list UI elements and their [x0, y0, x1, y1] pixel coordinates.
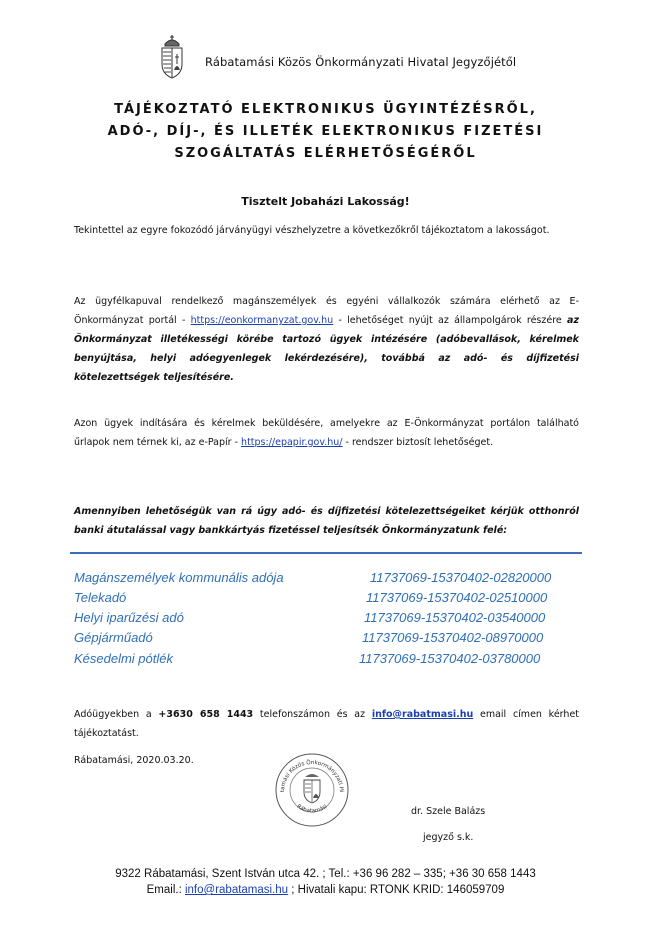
- eonkormanyzat-link[interactable]: https://eonkormanyzat.gov.hu: [190, 315, 334, 326]
- epapir-link[interactable]: https://epapir.gov.hu/: [241, 437, 343, 448]
- contact-email-link[interactable]: info@rabatmasi.hu: [371, 709, 474, 720]
- account-name-4: Gépjárműadó: [74, 630, 153, 645]
- contact-text-3: email címen kérhet tájékoztatást.: [74, 709, 580, 739]
- footer-email-link[interactable]: info@rabatamasi.hu: [184, 884, 289, 896]
- intro-paragraph: Tekintettel az egyre fokozódó járványügyi vészhelyzetre a következőkről tájékoztatom a lakosságot.: [74, 225, 550, 236]
- stamp-bottom-text: Rábatamási: [295, 803, 329, 815]
- stamp-crest-icon: [304, 774, 320, 803]
- payment-request: Amennyiben lehetőségük van rá úgy adó- és díjfizetési kötelezettségeiket kérjük otthonról banki átutalással vagy bankkártyás fizetéssel teljesítsék Önkormányzatunk felé:: [74, 506, 579, 536]
- office-name: Rábatamási Közös Önkormányzati Hivatal Jegyzőjétől: [205, 55, 517, 69]
- account-name-1: Magánszemélyek kommunális adója: [74, 570, 284, 585]
- footer-gateway: ; Hivatali kapu: RTONK KRID: 146059709: [288, 884, 505, 896]
- date: Rábatamási, 2020.03.20.: [74, 755, 194, 766]
- stamp-top-text: tamási Közös Önkormányzati Hi: [279, 759, 345, 793]
- epapir-text-2: - rendszer biztosít lehetőséget.: [342, 437, 494, 448]
- account-name-2: Telekadó: [74, 590, 127, 605]
- account-number-1: 11737069-15370402-02820000: [370, 570, 552, 585]
- official-stamp: [274, 752, 350, 828]
- signer-name: dr. Szele Balázs: [411, 806, 486, 817]
- portal-paragraph: [74, 292, 579, 387]
- epapir-text-1: Azon ügyek indítására és kérelmek beküldésére, amelyekre az E-Önkormányzat portálon található űrlapok nem térnek ki, az e-Papír -: [74, 418, 579, 448]
- portal-text-1: Az ügyfélkapuval rendelkező magánszemélyek és egyéni vállalkozók számára elérhető az E-Önkormányzat portál -: [74, 296, 579, 326]
- greeting: Tisztelt Jobaházi Lakosság!: [241, 195, 410, 208]
- contact-phone: +3630 658 1443: [158, 709, 254, 720]
- contact-text-1: Adóügyekben a: [74, 709, 159, 720]
- contact-paragraph: [74, 705, 579, 743]
- account-name-5: Késedelmi pótlék: [74, 651, 173, 666]
- coat-of-arms-icon: [157, 34, 187, 80]
- footer-email-label: Email.:: [146, 884, 185, 896]
- account-number-2: 11737069-15370402-02510000: [366, 590, 548, 605]
- account-name-3: Helyi iparűzési adó: [74, 610, 184, 625]
- signer-title: jegyző s.k.: [423, 832, 474, 843]
- account-number-3: 11737069-15370402-03540000: [364, 610, 546, 625]
- footer-contact: [0, 884, 651, 896]
- title-line-1: TÁJÉKOZTATÓ ELEKTRONIKUS ÜGYINTÉZÉSRŐL,: [114, 102, 537, 117]
- portal-emphasis: az Önkormányzat illetékességi körébe tartozó ügyek intézésére (adóbevallások, kérelmek benyújtása, helyi adóegyenlegek lekérdezésére), továbbá az adó- és díjfizetési kötelezettségek teljesítésére.: [74, 315, 579, 383]
- svg-text:Rábatamási: [295, 803, 329, 814]
- title-line-3: SZOGÁLTATÁS ELÉRHETŐSÉGÉRŐL: [174, 146, 477, 161]
- portal-text-2: - lehetőséget nyújt az állampolgárok részére: [333, 315, 568, 326]
- section-divider: [70, 552, 582, 554]
- contact-text-2: telefonszámon és az: [253, 709, 372, 720]
- footer-address: 9322 Rábatamási, Szent István utca 42. ; Tel.: +36 96 282 – 335; +36 30 658 1443: [115, 868, 536, 880]
- account-number-5: 11737069-15370402-03780000: [359, 651, 541, 666]
- title-line-2: ADÓ-, DÍJ-, ÉS ILLETÉK ELEKTRONIKUS FIZETÉSI: [107, 124, 544, 139]
- account-number-4: 11737069-15370402-08970000: [362, 630, 544, 645]
- epapir-paragraph: [74, 414, 579, 452]
